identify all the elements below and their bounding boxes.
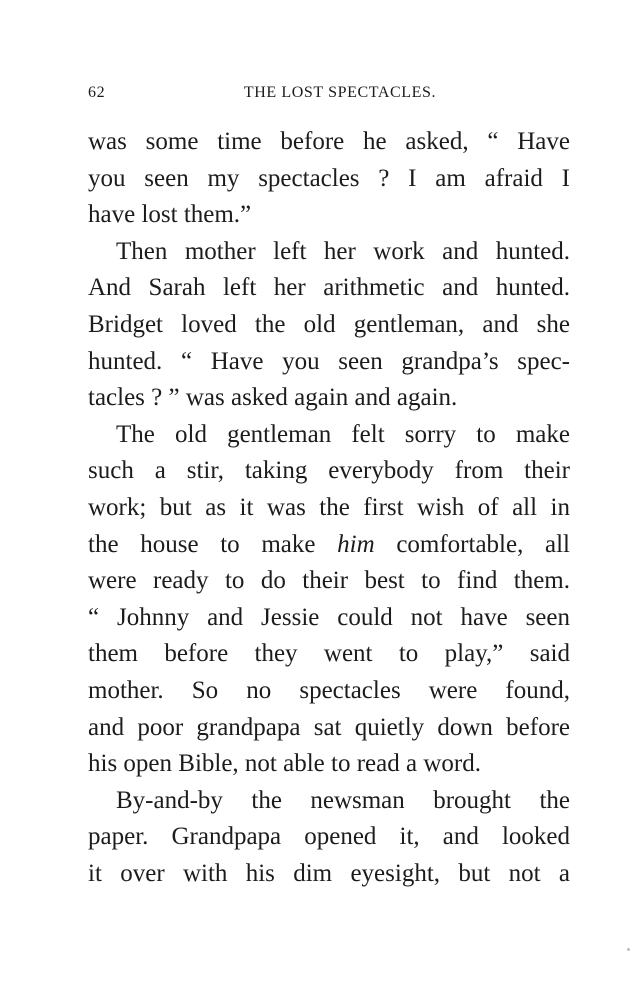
- text-line: work; but as it was the first wish of all in: [88, 493, 570, 521]
- running-title: THE LOST SPECTACLES.: [243, 84, 437, 101]
- text-segment: the house to make: [88, 530, 316, 558]
- text-segment: comfortable, all: [396, 530, 570, 558]
- body-text: [88, 124, 570, 892]
- paragraph: [88, 124, 570, 234]
- text-line: hunted. “ Have you seen grandpa’s spec-: [88, 347, 570, 375]
- text-line: have lost them.”: [88, 201, 252, 229]
- running-head: [88, 84, 570, 108]
- scan-speck: [627, 948, 630, 951]
- text-line: The old gentleman felt sorry to make: [116, 420, 570, 448]
- text-line: “ Johnny and Jessie could not have seen: [88, 603, 570, 631]
- text-line: [88, 527, 570, 564]
- text-line: And Sarah left her arithmetic and hunted.: [88, 274, 570, 302]
- paragraph: [88, 783, 570, 893]
- paragraph: [88, 234, 570, 417]
- text-line: was some time before he asked, “ Have: [88, 128, 570, 155]
- paragraph: [88, 417, 570, 783]
- text-line: were ready to do their best to find them.: [88, 567, 570, 595]
- text-line: paper. Grandpapa opened it, and looked: [88, 823, 570, 851]
- text-line: such a stir, taking everybody from their: [88, 457, 570, 485]
- text-line: By-and-by the newsman brought the: [116, 786, 570, 814]
- text-line: Bridget loved the old gentleman, and she: [88, 310, 570, 338]
- text-line: them before they went to play,” said: [88, 640, 570, 668]
- text-line: mother. So no spectacles were found,: [88, 676, 570, 704]
- text-line: and poor grandpapa sat quietly down before: [88, 713, 570, 741]
- text-line: you seen my spectacles ? I am afraid I: [88, 164, 570, 192]
- italic-emphasis: him: [337, 530, 375, 558]
- text-line: tacles ? ” was asked again and again.: [88, 384, 458, 412]
- text-line: Then mother left her work and hunted.: [116, 237, 570, 265]
- text-line: it over with his dim eyesight, but not a: [88, 859, 570, 887]
- page-number: 62: [88, 84, 106, 101]
- text-line: his open Bible, not able to read a word.: [88, 750, 481, 778]
